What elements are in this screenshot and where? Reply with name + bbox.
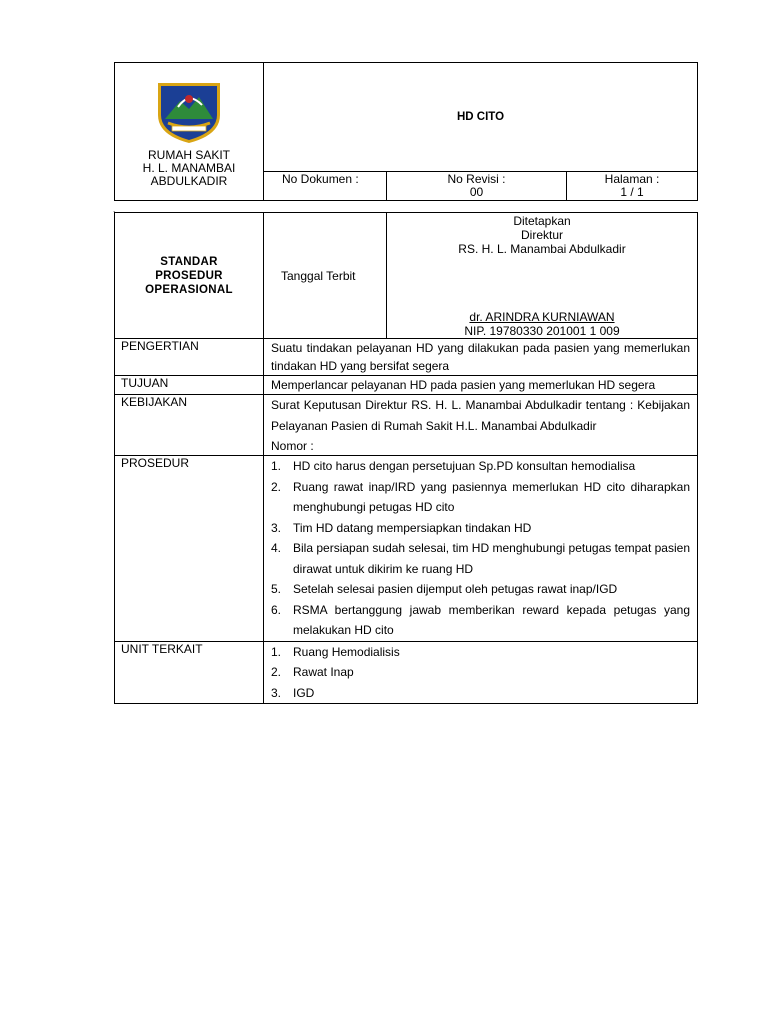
list-item	[271, 642, 690, 663]
hospital-name-line-3: ABDULKADIR	[150, 174, 228, 188]
list-text: RSMA bertanggung jawab memberikan reward kepada petugas yang melakukan HD cito	[293, 602, 690, 637]
sop-title-line-3: OPERASIONAL	[145, 283, 233, 296]
halaman-cell	[567, 172, 698, 201]
list-item	[271, 579, 690, 600]
tanggal-terbit-label: Tanggal Terbit	[264, 213, 387, 339]
kebijakan-label: KEBIJAKAN	[115, 395, 264, 456]
tujuan-label: TUJUAN	[115, 376, 264, 395]
document-title: HD CITO	[264, 63, 698, 172]
list-number: 2.	[271, 479, 282, 494]
list-text: Ruang rawat inap/IRD yang pasiennya memerlukan HD cito diharapkan menghubungi petugas HD cito	[293, 479, 690, 514]
list-text: Ruang Hemodialisis	[293, 644, 400, 659]
hospital-identity-cell	[115, 63, 264, 201]
rs-name-text: RS. H. L. Manambai Abdulkadir	[458, 242, 626, 256]
list-number: 1.	[271, 644, 282, 659]
list-item	[271, 662, 690, 683]
prosedur-list	[271, 456, 690, 641]
tujuan-text: Memperlancar pelayanan HD pada pasien yang memerlukan HD segera	[264, 376, 698, 395]
unit-terkait-label: UNIT TERKAIT	[115, 641, 264, 704]
stray-mark: .	[113, 205, 116, 214]
signer-block	[387, 310, 697, 338]
list-number: 3.	[271, 520, 282, 535]
hospital-name-line-2: H. L. MANAMBAI	[142, 161, 236, 175]
prosedur-label: PROSEDUR	[115, 456, 264, 642]
list-text: IGD	[293, 685, 315, 700]
no-dokumen-cell	[264, 172, 387, 201]
prosedur-cell	[264, 456, 698, 642]
list-number: 6.	[271, 602, 282, 617]
list-item	[271, 600, 690, 641]
list-item	[271, 538, 690, 579]
header-table	[114, 62, 698, 201]
unit-terkait-list	[271, 642, 690, 704]
pengertian-label: PENGERTIAN	[115, 339, 264, 376]
list-text: Tim HD datang mempersiapkan tindakan HD	[293, 520, 532, 535]
list-number: 2.	[271, 665, 282, 679]
list-number: 1.	[271, 459, 282, 473]
list-item	[271, 456, 690, 477]
signature-block	[387, 213, 698, 339]
list-text: Setelah selesai pasien dijemput oleh petugas rawat inap/IGD	[293, 582, 618, 596]
sop-title-cell	[115, 213, 264, 339]
halaman-label: Halaman :	[604, 172, 660, 186]
unit-terkait-cell	[264, 641, 698, 704]
no-revisi-label: No Revisi :	[447, 172, 506, 186]
no-dokumen-label: No Dokumen :	[282, 172, 359, 186]
ditetapkan-text: Ditetapkan	[513, 214, 571, 228]
no-revisi-value: 00	[469, 185, 484, 199]
regional-emblem-icon	[150, 79, 228, 145]
no-revisi-cell	[387, 172, 567, 201]
halaman-value: 1 / 1	[620, 185, 644, 199]
list-number: 4.	[271, 541, 282, 555]
sop-table	[114, 212, 698, 704]
list-item	[271, 477, 690, 518]
list-text: HD cito harus dengan persetujuan Sp.PD konsultan hemodialisa	[293, 459, 636, 473]
kebijakan-cell	[264, 395, 698, 456]
list-item	[271, 518, 690, 539]
pengertian-text: Suatu tindakan pelayanan HD yang dilakukan pada pasien yang memerlukan tindakan HD yang bersifat segera	[264, 339, 698, 376]
list-number: 5.	[271, 582, 282, 596]
list-text: Rawat Inap	[293, 665, 354, 679]
sop-title-line-1: STANDAR	[160, 255, 218, 268]
direktur-text: Direktur	[520, 228, 563, 242]
hospital-name-line-1: RUMAH SAKIT	[147, 148, 230, 162]
list-number: 3.	[271, 685, 282, 700]
signer-nip: NIP. 19780330 201001 1 009	[464, 324, 620, 338]
signer-name: dr. ARINDRA KURNIAWAN	[469, 310, 615, 324]
kebijakan-nomor: Nomor :	[271, 439, 314, 453]
list-item	[271, 683, 690, 704]
sop-title-line-2: PROSEDUR	[155, 269, 223, 282]
kebijakan-text: Surat Keputusan Direktur RS. H. L. Manambai Abdulkadir tentang : Kebijakan Pelayanan Pasien di Rumah Sakit H.L. Manambai Abdulkadir	[271, 398, 690, 433]
list-text: Bila persiapan sudah selesai, tim HD menghubungi petugas tempat pasien dirawat untuk dikirim ke ruang HD	[293, 541, 690, 576]
